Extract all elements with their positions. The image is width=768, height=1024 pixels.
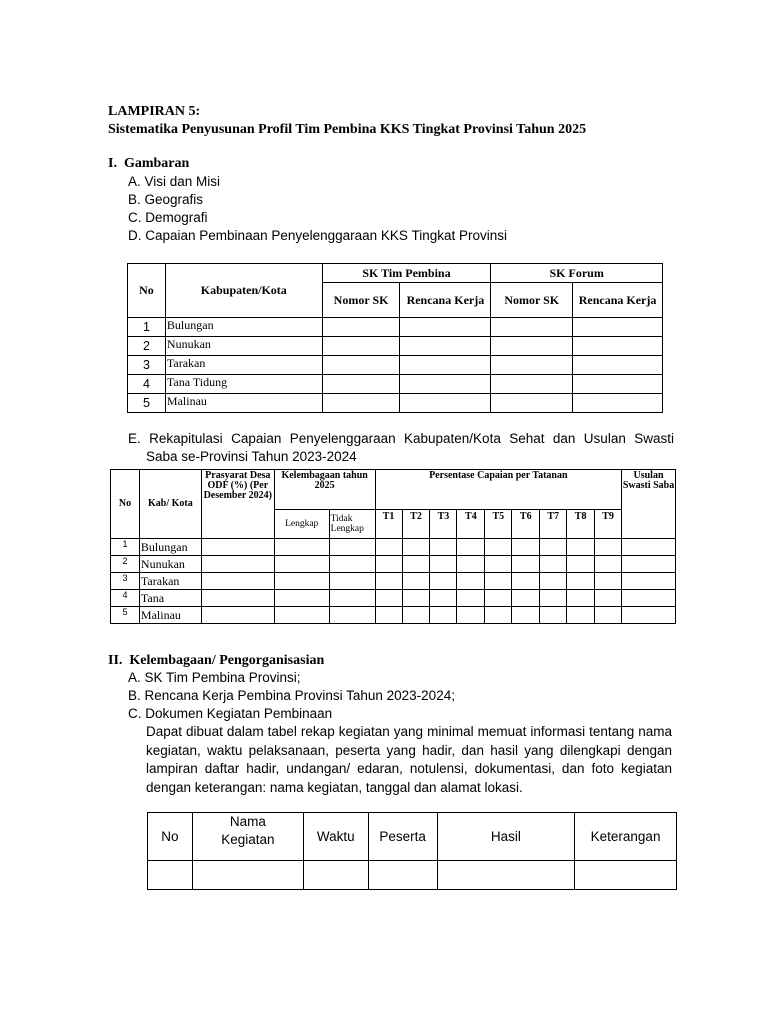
- col-waktu-header: Waktu: [303, 813, 368, 861]
- col-kelembagaan-header: Kelembagaan tahun 2025: [274, 470, 375, 510]
- table-row: [111, 539, 676, 556]
- section-1-item-c: C. Demografi: [128, 210, 208, 225]
- table-row: [128, 337, 663, 356]
- table-row: [128, 356, 663, 375]
- kab-kota-name: Nunukan: [139, 556, 201, 573]
- row-number: 3: [111, 573, 140, 590]
- kab-kota-name: Tarakan: [139, 573, 201, 590]
- kab-kota-name: Tana: [139, 590, 201, 607]
- kabupaten-name: Tana Tidung: [165, 375, 322, 394]
- document-title: Sistematika Penyusunan Profil Tim Pembina KKS Tingkat Provinsi Tahun 2025: [108, 122, 587, 137]
- row-number: 1: [128, 318, 166, 337]
- section-2-item-c: C. Dokumen Kegiatan Pembinaan: [128, 706, 333, 721]
- col-t9: T9: [595, 510, 622, 539]
- group-sk-tim-pembina: SK Tim Pembina: [322, 264, 491, 283]
- kabupaten-name: Bulungan: [165, 318, 322, 337]
- kab-kota-name: Malinau: [139, 607, 201, 624]
- col-t1: T1: [375, 510, 402, 539]
- col-t2: T2: [402, 510, 430, 539]
- activity-recap-table: [147, 812, 677, 890]
- kabupaten-name: Malinau: [165, 394, 322, 413]
- table-row: [111, 590, 676, 607]
- col-hasil-header: Hasil: [437, 813, 575, 861]
- section-2-heading: [108, 653, 324, 669]
- kab-kota-name: Bulungan: [139, 539, 201, 556]
- section-1-item-b: B. Geografis: [128, 192, 204, 207]
- row-number: 5: [128, 394, 166, 413]
- row-number: 2: [111, 556, 140, 573]
- table-row: [111, 556, 676, 573]
- col-kab-kota-header: Kab/ Kota: [139, 470, 201, 539]
- table-row: [111, 607, 676, 624]
- col-t6: T6: [512, 510, 540, 539]
- section-1-item-d: D. Capaian Pembinaan Penyelenggaraan KKS Tingkat Provinsi: [128, 228, 507, 243]
- section-1-item-e-continued: Saba se-Provinsi Tahun 2023-2024: [146, 449, 357, 464]
- section-1-number: I.: [108, 156, 117, 171]
- col-no-header: No: [128, 264, 166, 318]
- col-t8: T8: [567, 510, 595, 539]
- section-1-item-a: A. Visi dan Misi: [128, 174, 221, 189]
- recap-table: [110, 469, 676, 624]
- col-t4: T4: [457, 510, 485, 539]
- col-kabupaten-header: Kabupaten/Kota: [165, 264, 322, 318]
- col-usulan-header: Usulan Swasti Saba: [622, 470, 676, 539]
- group-sk-forum: SK Forum: [491, 264, 663, 283]
- col-prasyarat-header: Prasyarat Desa ODF (%) (Per Desember 2024): [201, 470, 274, 539]
- table-row: [111, 573, 676, 590]
- col-nomor-sk: Nomor SK: [322, 283, 400, 318]
- row-number: 1: [111, 539, 140, 556]
- table-row: [128, 394, 663, 413]
- row-number: 3: [128, 356, 166, 375]
- col-persentase-header: Persentase Capaian per Tatanan: [375, 470, 621, 510]
- col-lengkap: Lengkap: [274, 510, 329, 539]
- kabupaten-name: Nunukan: [165, 337, 322, 356]
- col-nama-kegiatan-header: Nama Kegiatan: [192, 813, 303, 861]
- col-t3: T3: [430, 510, 457, 539]
- col-rencana-kerja: Rencana Kerja: [400, 283, 491, 318]
- table-row: [128, 375, 663, 394]
- col-t5: T5: [485, 510, 512, 539]
- sk-status-table: [127, 263, 663, 413]
- section-2-number: II.: [108, 653, 123, 668]
- col-peserta-header: Peserta: [368, 813, 437, 861]
- col-rencana-kerja: Rencana Kerja: [573, 283, 663, 318]
- section-2-title: Kelembagaan/ Pengorganisasian: [129, 653, 325, 668]
- col-no-header: No: [148, 813, 193, 861]
- section-2-paragraph: Dapat dibuat dalam tabel rekap kegiatan yang minimal memuat informasi tentang nama kegiatan, waktu pelaksanaan, peserta yang hadir, dan hasil yang dilengkapi dengan lampiran daftar hadir, undangan/ edaran, notulensi, dokumentasi, dan foto kegiatan dengan keterangan: nama kegiatan, tanggal dan alamat lokasi.: [146, 724, 672, 795]
- section-2-item-a: A. SK Tim Pembina Provinsi;: [128, 670, 301, 685]
- table-row: [148, 861, 677, 890]
- section-1-item-e: E. Rekapitulasi Capaian Penyelenggaraan Kabupaten/Kota Sehat dan Usulan Swasti: [128, 431, 674, 446]
- col-tidak-lengkap: Tidak Lengkap: [329, 510, 375, 539]
- row-number: 4: [128, 375, 166, 394]
- row-number: 2: [128, 337, 166, 356]
- col-t7: T7: [540, 510, 567, 539]
- appendix-label: LAMPIRAN 5:: [108, 104, 201, 119]
- col-keterangan-header: Keterangan: [575, 813, 677, 861]
- kabupaten-name: Tarakan: [165, 356, 322, 375]
- row-number: 5: [111, 607, 140, 624]
- section-2-item-b: B. Rencana Kerja Pembina Provinsi Tahun 2023-2024;: [128, 688, 455, 703]
- col-no-header: No: [111, 470, 140, 539]
- row-number: 4: [111, 590, 140, 607]
- table-row: [128, 318, 663, 337]
- col-nomor-sk: Nomor SK: [491, 283, 573, 318]
- section-1-title: Gambaran: [123, 156, 190, 171]
- section-1-heading: [108, 156, 189, 172]
